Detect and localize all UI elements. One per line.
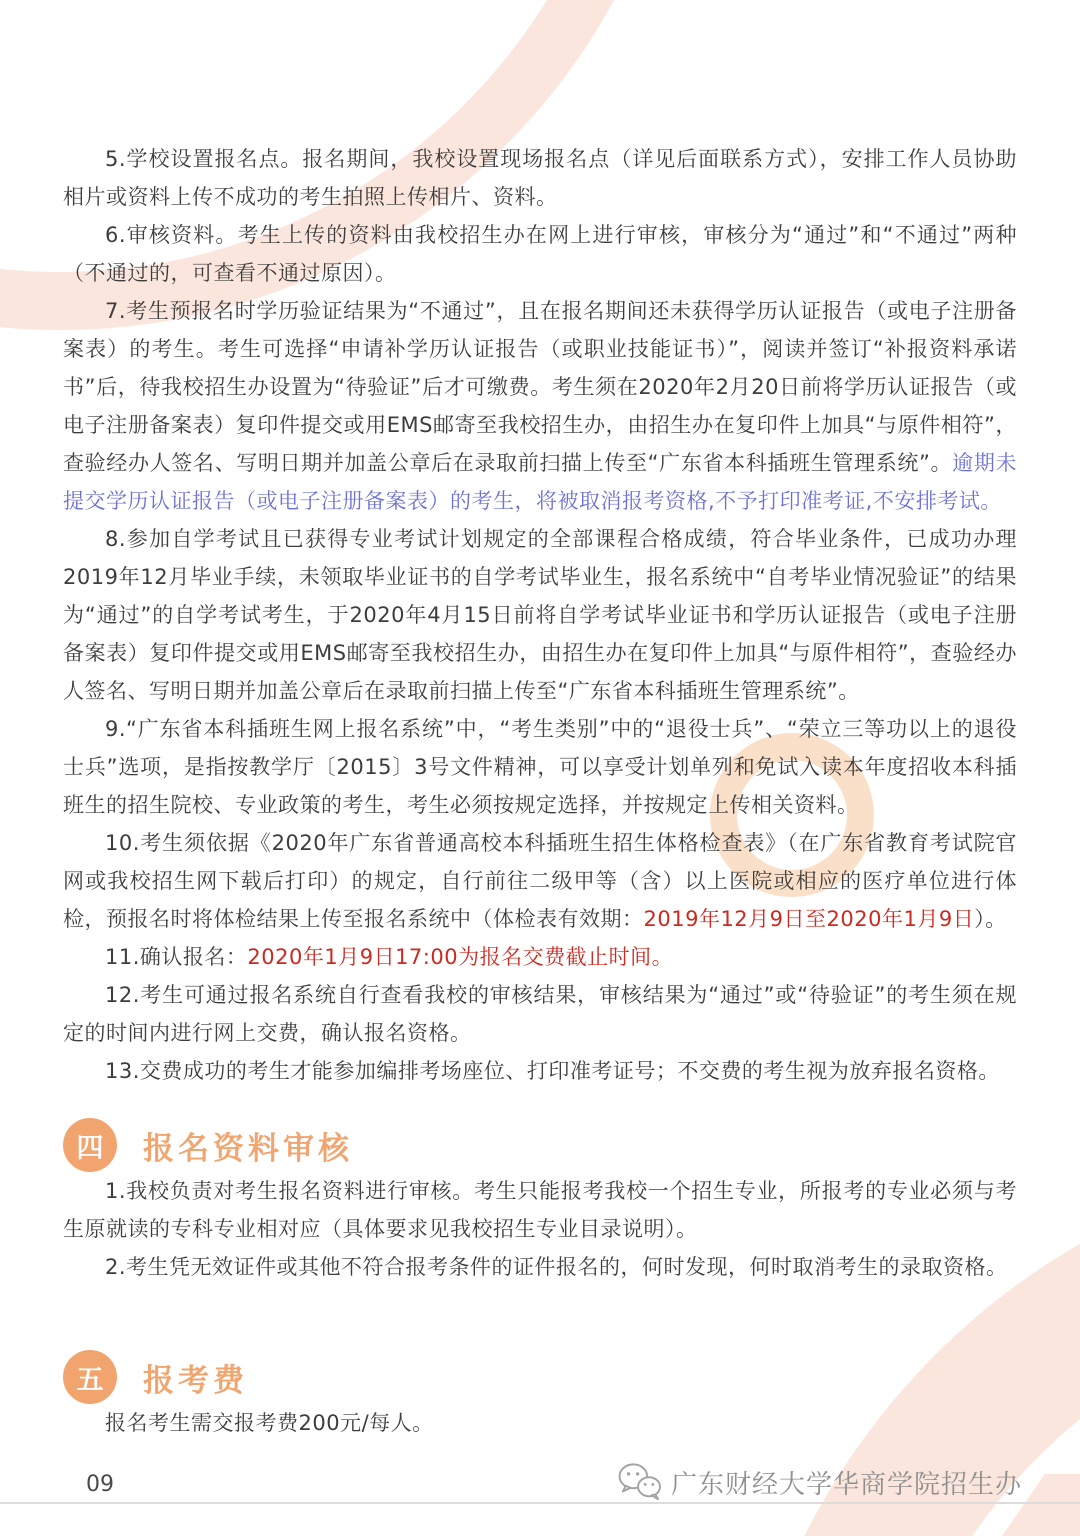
paragraph-11 <box>63 938 1017 976</box>
paragraph-10-red-dates: 2019年12月9日至2020年1月9日 <box>643 907 975 931</box>
paragraph-7-purple-warning: 逾期未提交学历认证报告（或电子注册备案表）的考生，将被取消报考资格,不予打印准考证,不安排考试。 <box>63 451 1017 513</box>
paragraph-10 <box>63 824 1017 938</box>
paragraph-13-text: 13.交费成功的考生才能参加编排考场座位、打印准考证号；不交费的考生视为放弃报名资格。 <box>105 1059 1000 1083</box>
paragraph-12-text: 12.考生可通过报名系统自行查看我校的审核结果，审核结果为“通过”或“待验证”的考生须在规定的时间内进行网上交费，确认报名资格。 <box>63 983 1017 1045</box>
paragraph-7 <box>63 292 1017 520</box>
paragraph-6-text: 6.审核资料。考生上传的资料由我校招生办在网上进行审核，审核分为“通过”和“不通过”两种（不通过的，可查看不通过原因）。 <box>63 223 1017 285</box>
paragraph-13 <box>63 1052 1017 1090</box>
paragraph-10-text: 10.考生须依据《2020年广东省普通高校本科插班生招生体格检查表》（在广东省教育考试院官网或我校招生网下载后打印）的规定，自行前往二级甲等（含）以上医院或相应的医疗单位进行体检，预报名时将体检结果上传至报名系统中（体检表有效期： <box>63 831 1017 931</box>
paragraph-6 <box>63 216 1017 292</box>
section-4-paragraph-1-text: 1.我校负责对考生报名资料进行审核。考生只能报考我校一个招生专业，所报考的专业必须与考生原就读的专科专业相对应（具体要求见我校招生专业目录说明）。 <box>63 1179 1017 1241</box>
paragraph-11-label: 11.确认报名： <box>105 945 248 969</box>
paragraph-8 <box>63 520 1017 710</box>
section-4-paragraph-2 <box>63 1248 1017 1286</box>
paragraph-9 <box>63 710 1017 824</box>
paragraph-11-red-deadline: 2020年1月9日17:00为报名交费截止时间。 <box>247 945 674 969</box>
section-4-number-badge: 四 <box>63 1118 117 1172</box>
paragraph-12 <box>63 976 1017 1052</box>
section-5-header <box>63 1350 1017 1404</box>
paragraph-5 <box>63 140 1017 216</box>
section-5-paragraph-1-text: 报名考生需交报考费200元/每人。 <box>105 1411 434 1435</box>
wechat-icon <box>617 1462 663 1502</box>
paragraph-8-text: 8.参加自学考试且已获得专业考试计划规定的全部课程合格成绩，符合毕业条件，已成功办理2019年12月毕业手续，未领取毕业证书的自学考试毕业生，报名系统中“自考毕业情况验证”的结果为“通过”的自学考试考生，于2020年4月15日前将自学考试毕业证书和学历认证报告（或电子注册备案表）复印件提交或用EMS邮寄至我校招生办，由招生办在复印件上加具“与原件相符”，查验经办人签名、写明日期并加盖公章后在录取前扫描上传至“广东省本科插班生管理系统”。 <box>63 527 1017 703</box>
section-5-paragraph-1 <box>63 1404 1017 1442</box>
paragraph-5-text: 5.学校设置报名点。报名期间，我校设置现场报名点（详见后面联系方式），安排工作人员协助相片或资料上传不成功的考生拍照上传相片、资料。 <box>63 147 1017 209</box>
paragraph-7-text: 7.考生预报名时学历验证结果为“不通过”，且在报名期间还未获得学历认证报告（或电子注册备案表）的考生。考生可选择“申请补学历认证报告（或职业技能证书）”，阅读并签订“补报资料承诺书”后，待我校招生办设置为“待验证”后才可缴费。考生须在2020年2月20日前将学历认证报告（或电子注册备案表）复印件提交或用EMS邮寄至我校招生办，由招生办在复印件上加具“与原件相符”，查验经办人签名、写明日期并加盖公章后在录取前扫描上传至“广东省本科插班生管理系统”。 <box>63 299 1017 475</box>
section-4-title: 报名资料审核 <box>143 1130 353 1167</box>
section-4-header <box>63 1118 1017 1172</box>
section-4-paragraph-1 <box>63 1172 1017 1248</box>
section-5-number-badge: 五 <box>63 1350 117 1404</box>
footer-account <box>617 1462 1022 1502</box>
paragraph-9-text: 9.“广东省本科插班生网上报名系统”中，“考生类别”中的“退役士兵”、“荣立三等功以上的退役士兵”选项，是指按教学厅〔2015〕3号文件精神，可以享受计划单列和免试入读本年度招收本科插班生的招生院校、专业政策的考生，考生必须按规定选择，并按规定上传相关资料。 <box>63 717 1017 817</box>
section-5-title: 报考费 <box>143 1362 248 1399</box>
page-number: 09 <box>86 1472 114 1497</box>
section-4-paragraph-2-text: 2.考生凭无效证件或其他不符合报考条件的证件报名的，何时发现，何时取消考生的录取资格。 <box>105 1255 1008 1279</box>
footer-account-name: 广东财经大学华商学院招生办 <box>670 1469 1022 1500</box>
footer-divider <box>0 1502 1080 1504</box>
paragraph-10-closing: ）。 <box>974 907 1007 931</box>
